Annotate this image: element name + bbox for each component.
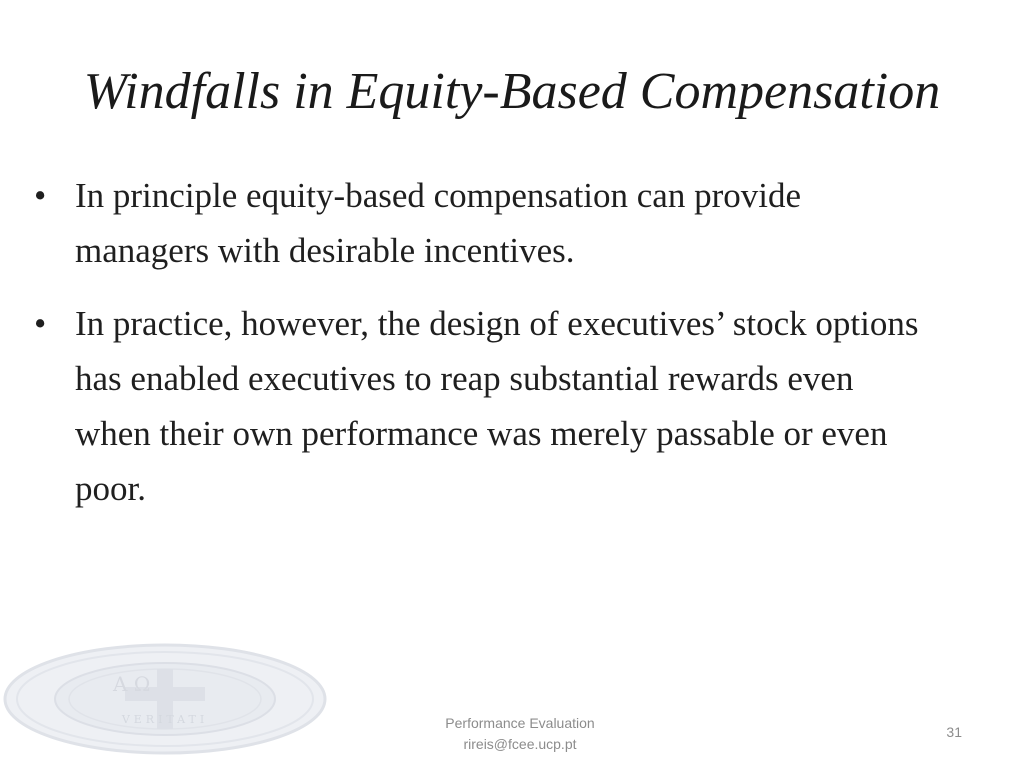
bullet-item	[30, 168, 930, 278]
footer-course-title: Performance Evaluation	[445, 715, 595, 731]
bullet-item	[30, 296, 930, 516]
bullet-list	[30, 168, 930, 534]
bullet-text: In principle equity-based compensation can provide managers with desirable incentives.	[75, 176, 802, 270]
bullet-dot-icon: •	[34, 304, 47, 343]
bullet-text: In practice, however, the design of executives’ stock options has enabled executives to reap substantial rewards even when their own performance was merely passable or even poor.	[75, 304, 919, 508]
slide-number: 31	[946, 724, 962, 740]
footer-email: rireis@fcee.ucp.pt	[463, 736, 577, 752]
university-seal-watermark-icon	[3, 643, 327, 755]
slide-title: Windfalls in Equity-Based Compensation	[83, 63, 941, 120]
seal-inner-text: VERITATI	[121, 713, 209, 726]
bullet-dot-icon: •	[34, 176, 47, 215]
footer	[380, 713, 660, 755]
seal-symbols: Α Ω	[113, 672, 151, 696]
